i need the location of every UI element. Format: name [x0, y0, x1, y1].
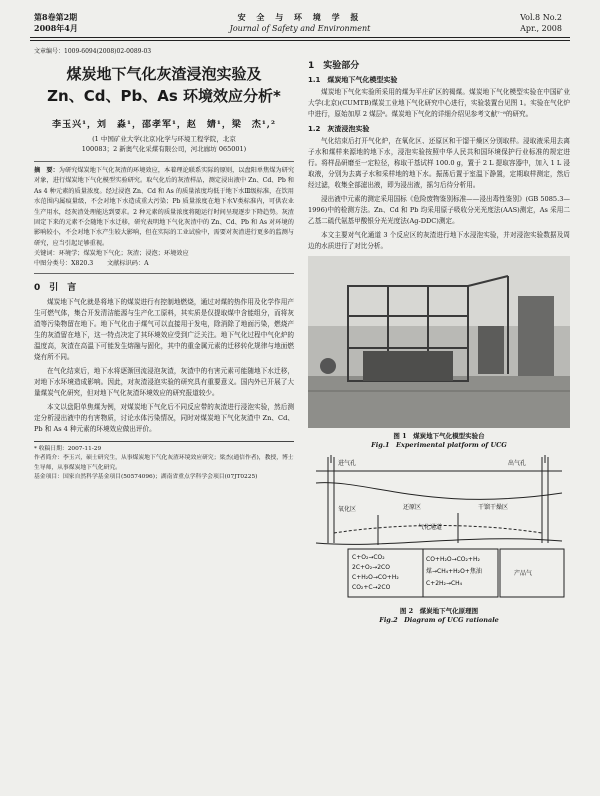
section-1-1-title: 1.1 煤炭地下气化模型实验 [308, 76, 398, 84]
affiliations [34, 134, 294, 154]
header-volume [34, 12, 78, 34]
header-divider [30, 37, 570, 38]
reaction-a: C+O₂→CO₂ [352, 554, 385, 561]
header-date-cn: 2008年4月 [34, 23, 78, 33]
paper-title-line1: 煤炭地下气化灰渣浸泡实验及 [66, 65, 262, 83]
section-1-1-paragraph: 煤炭地下气化实验所采用的煤为平庄矿区的褐煤。煤炭地下气化模型实验在中国矿业大学(北京)(CUMTB)煤炭工业地下气化研究中心进行，实验装置台见图 1。实验在气化炉中进行，原始加厚 2 煤层⁶。煤炭地下气化的详细介绍见参考文献⁷⁻⁸的研究。 [308, 88, 570, 118]
header-vol-en: Vol.8 No.2 [520, 13, 562, 22]
intro-paragraph-1: 煤炭地下气化就是将地下的煤炭进行有控制地燃烧，通过对煤的热作用及化学作用产生可燃气体，集合开发清洁能源与生产化工原料，其实质是仅提取煤中含能组分，而将灰渣等污染物留在地下。地下气化由于煤气可以直接用于发电，除消除了地面污染，燃烧产生的灰渣留在地下，这一特点决定了其环境效应受到广泛关注。地下气化过程中气化炉的温度高，灰渣在高温下可能发生熔融与固化，其中的重金属元素的迁移转化规律与地面燃烧有所不同。 [34, 298, 294, 362]
figure-2-caption-en: Fig.2 Diagram of UCG rationale [379, 616, 499, 624]
reaction-f: 煤→CH₄+H₂O+焦油 [426, 568, 482, 575]
intro-paragraph-3: 本文以盘阳单焦煤为例，对煤炭地下气化后不同反应带的灰渣进行浸泡实验，然后测定分析浸出液中的有害物质，讨论水体污染情况，同时对煤炭地下气化灰渣中 Zn、Cd、Pb 和 As 4 种元素的环境效应做出评价。 [34, 403, 294, 434]
figure-2-diagram [308, 453, 570, 603]
zone-dry-label: 干馏干燥区 [478, 504, 509, 511]
footnote-author-bio: 作者简介：李玉兴，硕士研究生，从事煤炭地下气化灰渣环境效应研究；梁杰(通信作者)，教授，博士生导师，从事煤炭地下气化研究。 [34, 455, 294, 471]
section-1-2-paragraph-3: 本文主要对气化通道 3 个反应区的灰渣进行地下水浸泡实验，并对浸泡实验数据及周边的水质进行了对比分析。 [308, 231, 570, 250]
abstract-label: 摘 要： [34, 167, 59, 174]
section-1-2-title: 1.2 灰渣浸泡实验 [308, 125, 370, 133]
footnote [34, 441, 294, 482]
abstract-text: 为研究煤炭地下气化灰渣的环境效应，本着理论联系实际的原则，以盘阳单焦煤为研究对象，进行煤炭地下气化模型实验研究。取气化后的灰渣样品，测定浸出液中 Zn、Cd、Pb 和 As 4 种元素的质量浓度。经过浸泡 Zn、Cd 和 As 的质量浓度均低于地下水Ⅲ级标准，在饮用水范围内属痕量级，不会对地下水造成重大污染；Pb 质量浓度在地下水Ⅴ类标准内，可供农业生产用水，经灰渣处理能达到要求。2 种元素的质量浓度将随运行时间呈现逐步下降趋势。灰渣固定下来的元素不会随地下水迁移，研究表明地下气化灰渣中的 Zn、Cd、Pb 和 As 对环境的影响较小，不会对地下水产生较大影响，但在实际的工业试验中，需要对灰渣进行更多的监测与研究，应当引起足够重视。 [34, 167, 295, 247]
authors: 李玉兴¹，刘 淼¹，邵孝军¹，赵 婧¹，梁 杰¹,² [52, 120, 276, 130]
reaction-d: CO₂+C→2CO [352, 584, 391, 591]
paper-title-line2: Zn、Cd、Pb、As 环境效应分析* [47, 87, 281, 105]
figure-1-caption-cn: 图 1 煤炭地下气化模型实验台 [393, 432, 485, 440]
journal-title-en: Journal of Safety and Environment [229, 24, 371, 33]
pipe-fitting [320, 358, 336, 374]
header-issue [520, 12, 562, 34]
right-column [308, 58, 570, 624]
section-intro-title: 0 引 言 [34, 283, 77, 294]
header-divider-thin [30, 40, 570, 41]
footnote-received: * 收稿日期：2007-11-29 [34, 446, 102, 453]
section-1-title: 1 实验部分 [308, 61, 360, 71]
abstract [34, 161, 294, 274]
equipment-rack [518, 296, 554, 376]
header-date-en: Apr., 2008 [520, 24, 562, 33]
affil-line1: (1 中国矿业大学(北京)化学与环境工程学院，北京 [92, 135, 236, 143]
section-1-2-paragraph-1: 气化结束后打开气化炉，在氧化区、还原区和干馏干燥区分别取样。浸取液采用去离子水和煤样来源地的地下水，浸泡实验按照中华人民共和国环境保护行业标准的规定进行。将样品研磨至一定粒径，称取干基试样 100.0 g，置于 2 L 提取容器中，加入 1 L 浸取液，分别为去离子水和采样地的地下水。振荡后置于室温下静置，定期取样测定，然后经过滤，收集全部滤出液，即为浸出液，摇匀后待分析用。 [308, 137, 570, 189]
affil-line2: 100083；2 新奥气化采煤有限公司，河北廊坊 065001) [81, 145, 247, 153]
figure-2-caption-cn: 图 2 煤炭地下气化原理图 [399, 607, 479, 615]
journal-title-cn: 安 全 与 环 境 学 报 [237, 12, 363, 22]
inlet-label: 进气孔 [338, 460, 357, 467]
article-number: 文章编号：1009-6094(2008)02-0089-03 [34, 48, 152, 55]
reaction-b: 2C+O₂→2CO [352, 564, 390, 571]
photo-floor [308, 376, 570, 428]
product-gas-label: 产品气 [514, 570, 533, 577]
outlet-label: 出气孔 [508, 460, 527, 467]
gasifier-channel-label: 气化通道 [418, 524, 443, 531]
reaction-g: C+2H₂→CH₄ [426, 580, 463, 587]
section-1-2-paragraph-2: 浸出液中元素的测定采用国标《危险废物鉴别标准——浸出毒性鉴别》(GB 5085.3—1996)中的检测方法。Zn、Cd 和 Pb 均采用原子吸收分光光度法(AAS)测定，As 采用二乙基二硫代氨基甲酸银分光光度法(Ag-DDC)测定。 [308, 195, 570, 225]
zone-oxidation-label: 氧化区 [338, 506, 357, 513]
header-volume-cn: 第8卷第2期 [34, 12, 78, 22]
reaction-e: CO+H₂O→CO₂+H₂ [426, 556, 480, 563]
zone-reduction-label: 还原区 [403, 504, 422, 511]
classification [34, 259, 294, 269]
control-cabinet [478, 326, 504, 374]
left-column [34, 46, 294, 482]
reaction-c: C+H₂O→CO+H₂ [352, 574, 399, 581]
footnote-fund: 基金项目：国家自然科学基金项目(50574096)；湖南省重点学科学会项目(07JT0225) [34, 473, 258, 480]
document-code: 文献标识码：A [107, 260, 149, 268]
gasifier-body [363, 351, 453, 381]
clc-number: 中图分类号：X820.3 [34, 260, 94, 268]
intro-paragraph-2: 在气化结束后，地下水将逐渐回流浸泡灰渣，灰渣中的有害元素可能随地下水迁移，对地下水环境造成影响。因此，对灰渣浸泡实验的研究具有重要意义。国内外已开展了大量煤炭气化研究，但对地下气化灰渣环境效应的研究报道较少。 [34, 367, 294, 398]
header-journal [175, 12, 425, 34]
figure-1-caption-en: Fig.1 Experimental platform of UCG [371, 441, 507, 449]
keywords: 关键词：环境学；煤炭地下气化；灰渣；浸泡；环境效应 [34, 250, 189, 258]
figure-1-photo [308, 256, 570, 428]
paper-title [34, 63, 294, 107]
